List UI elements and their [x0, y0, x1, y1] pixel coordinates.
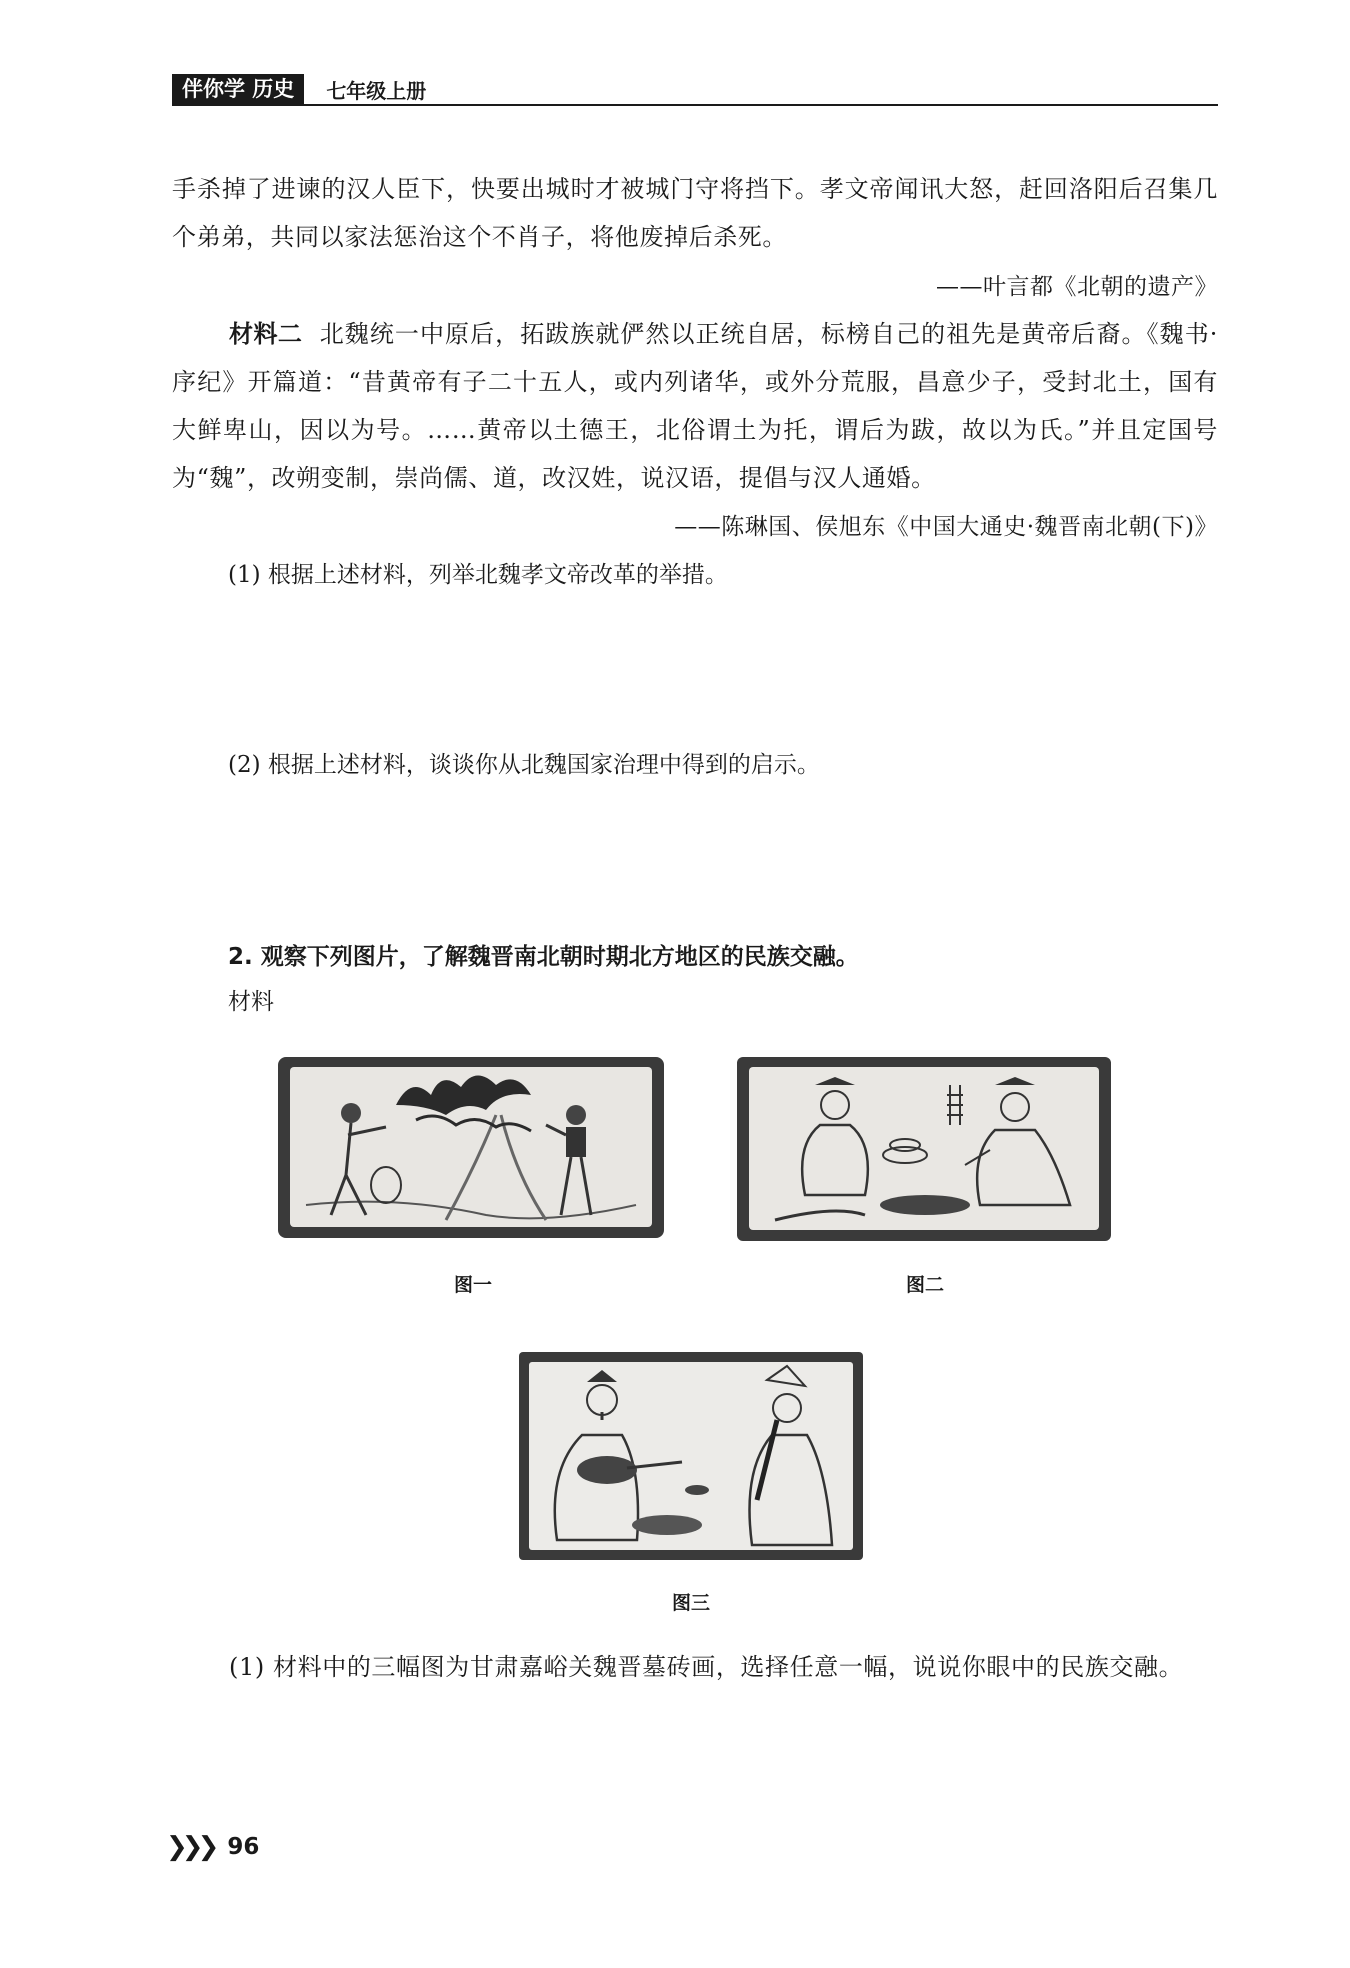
figure1-brick-painting	[276, 1055, 666, 1240]
page-number: 96	[227, 1834, 260, 1860]
material1-text: 手杀掉了进谏的汉人臣下，快要出城时才被城门守将挡下。孝文帝闻讯大怒，赶回洛阳后召集几个弟弟，共同以家法惩治这个不肖子，将他废掉后杀死。	[172, 175, 1218, 251]
figure1-caption: 图一	[453, 1274, 492, 1296]
question1-sub2: (2) 根据上述材料，谈谈你从北魏国家治理中得到的启示。	[228, 752, 820, 778]
page-header	[172, 74, 426, 104]
figure2-caption: 图二	[905, 1274, 944, 1296]
material2-text: 北魏统一中原后，拓跋族就俨然以正统自居，标榜自己的祖先是黄帝后裔。《魏书·序纪》开篇道：“昔黄帝有子二十五人，或内列诸华，或外分荒服，昌意少子，受封北土，国有大鲜卑山，因以为号。……黄帝以土德王，北俗谓土为托，谓后为跋，故以为氏。”并且定国号为“魏”，改朔变制，崇尚儒、道，改汉姓，说汉语，提倡与汉人通婚。	[172, 320, 1218, 492]
figure3-brick-painting	[517, 1350, 865, 1562]
grade-label: 七年级上册	[326, 78, 427, 103]
header-divider	[172, 104, 1218, 106]
question2-title: 2. 观察下列图片，了解魏晋南北朝时期北方地区的民族交融。	[228, 944, 859, 970]
material2-paragraph	[172, 310, 1218, 502]
book-title: 伴你学 历史	[172, 74, 304, 104]
material2-label: 材料二	[229, 320, 303, 348]
question2-sub1: (1) 材料中的三幅图为甘肃嘉峪关魏晋墓砖画，选择任意一幅，说说你眼中的民族交融。	[229, 1653, 1184, 1681]
page-footer	[166, 1832, 259, 1862]
figure2-brick-painting	[735, 1055, 1113, 1243]
question1-sub1: (1) 根据上述材料，列举北魏孝文帝改革的举措。	[228, 562, 728, 588]
figure3-caption: 图三	[671, 1592, 710, 1614]
material1-source: ——叶言都《北朝的遗产》	[936, 274, 1218, 300]
material2-source: ——陈琳国、侯旭东《中国大通史·魏晋南北朝(下)》	[674, 514, 1218, 540]
chevron-right-icon: ❯❯❯	[166, 1832, 214, 1862]
material-label: 材料	[228, 989, 274, 1015]
